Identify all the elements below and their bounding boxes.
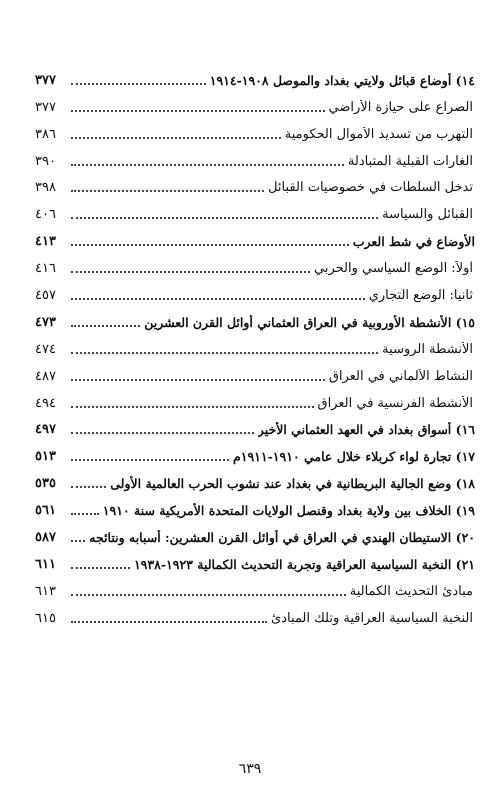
toc-entry xyxy=(35,385,475,412)
toc-entry-page: ٦١٥ xyxy=(35,610,56,626)
toc-entry-page: ٥٦١ xyxy=(35,503,56,519)
dot-leader xyxy=(71,513,99,515)
toc-entry xyxy=(35,331,475,358)
toc-entry-title: أولاً: الوضع السياسي والحربي xyxy=(314,261,473,277)
toc-entry xyxy=(35,62,475,89)
toc-entry-page: ٣٧٧ xyxy=(35,99,56,115)
toc-entry xyxy=(35,546,475,573)
toc-entry-page: ٤٧٤ xyxy=(35,341,56,357)
dot-leader xyxy=(71,271,310,273)
toc-entry xyxy=(35,600,475,627)
dot-leader xyxy=(71,325,140,327)
toc-entry xyxy=(35,250,475,277)
toc-entry-title: الصراع على حيازة الأراضي xyxy=(328,99,473,115)
toc-entry-title: ٢٠) الاستيطان الهندي في العراق في أوائل القرن العشرين: أسبابه ونتائجه xyxy=(89,530,475,546)
dot-leader xyxy=(71,190,264,192)
dot-leader xyxy=(71,217,378,219)
toc-entry-page: ٥٣٥ xyxy=(35,476,56,492)
toc-entry-title: الأنشطة الفرنسية في العراق xyxy=(317,395,473,411)
toc-entry xyxy=(35,465,475,492)
toc-entry xyxy=(35,519,475,546)
toc-entry xyxy=(35,304,475,331)
toc-entry-page: ٣٧٧ xyxy=(35,72,56,88)
toc-entry-title: ١٦) أسواق بغداد في العهد العثماني الأخير xyxy=(257,422,475,438)
toc-entry xyxy=(35,170,475,197)
dot-leader xyxy=(71,459,229,461)
table-of-contents xyxy=(35,62,475,627)
toc-entry-page: ٥٨٧ xyxy=(35,530,56,546)
toc-entry-page: ٦١١ xyxy=(35,556,56,572)
toc-entry-page: ٤٧٣ xyxy=(35,314,56,330)
toc-entry-title: الأوضاع في شط العرب xyxy=(352,234,475,250)
page-number: ٦٣٩ xyxy=(238,761,262,777)
dot-leader xyxy=(71,406,314,408)
toc-entry-page: ٣٩٠ xyxy=(35,153,56,169)
dot-leader xyxy=(71,594,346,596)
toc-entry-page: ٣٩٨ xyxy=(35,180,56,196)
toc-entry-title: القبائل والسياسة xyxy=(382,207,473,223)
toc-entry xyxy=(35,196,475,223)
toc-entry xyxy=(35,116,475,143)
toc-entry-page: ٤٩٧ xyxy=(35,422,56,438)
toc-entry-title: النخبة السياسية العراقية وتلك المبادئ xyxy=(271,610,473,626)
dot-leader xyxy=(71,567,130,569)
toc-entry xyxy=(35,89,475,116)
toc-entry-title: الأنشطة الروسية xyxy=(382,341,473,357)
toc-entry-title: ٢١) النخبة السياسية العراقية وتجربة التحديث الكمالية ١٩٢٣-١٩٣٨ xyxy=(133,556,475,572)
dot-leader xyxy=(71,621,267,623)
toc-entry-title: مبادئ التحديث الكمالية xyxy=(349,583,473,599)
dot-leader xyxy=(71,352,378,354)
toc-entry-title: ١٥) الأنشطة الأوروبية في العراق العثماني أوائل القرن العشرين xyxy=(144,314,475,330)
toc-entry-page: ٤٠٦ xyxy=(35,207,56,223)
toc-entry-title: ١٧) تجارة لواء كربلاء خلال عامي ١٩١٠-١٩١١م xyxy=(232,449,475,465)
toc-entry xyxy=(35,143,475,170)
toc-entry-page: ٦١٣ xyxy=(35,583,56,599)
dot-leader xyxy=(71,244,349,246)
dot-leader xyxy=(71,298,365,300)
toc-entry-page: ٤١٣ xyxy=(35,234,56,250)
dot-leader xyxy=(71,486,106,488)
toc-entry-title: ١٨) وضع الجالية البريطانية في بغداد عند نشوب الحرب العالمية الأولى xyxy=(110,476,475,492)
toc-entry-page: ٣٨٦ xyxy=(35,126,56,142)
toc-entry xyxy=(35,492,475,519)
dot-leader xyxy=(71,379,325,381)
toc-entry-page: ٤٩٤ xyxy=(35,395,56,411)
toc-entry-page: ٤٥٧ xyxy=(35,288,56,304)
toc-entry-title: النشاط الألماني في العراق xyxy=(328,368,473,384)
toc-entry-title: تدخل السلطات في خصوصيات القبائل xyxy=(268,180,473,196)
dot-leader xyxy=(71,432,254,434)
toc-entry-title: ثانياً: الوضع التجاري xyxy=(368,288,473,304)
toc-entry xyxy=(35,412,475,439)
toc-entry xyxy=(35,358,475,385)
toc-entry-title: التهرب من تسديد الأموال الحكومية xyxy=(284,126,473,142)
dot-leader xyxy=(71,137,281,139)
toc-entry xyxy=(35,277,475,304)
toc-entry-page: ٥١٣ xyxy=(35,449,56,465)
dot-leader xyxy=(71,83,206,85)
dot-leader xyxy=(71,164,344,166)
dot-leader xyxy=(71,540,85,542)
toc-entry-page: ٤٨٧ xyxy=(35,368,56,384)
toc-entry-title: ١٩) الخلاف بين ولاية بغداد وقنصل الولايات المتحدة الأمريكية سنة ١٩١٠ xyxy=(102,503,475,519)
toc-entry xyxy=(35,573,475,600)
toc-entry-page: ٤١٦ xyxy=(35,261,56,277)
toc-entry xyxy=(35,438,475,465)
toc-entry xyxy=(35,223,475,250)
toc-entry-title: ١٤) أوضاع قبائل ولايتي بغداد والموصل ١٩٠٨-١٩١٤ xyxy=(209,72,475,88)
dot-leader xyxy=(71,110,325,112)
toc-entry-title: الغارات القبلية المتبادلة xyxy=(347,153,473,169)
